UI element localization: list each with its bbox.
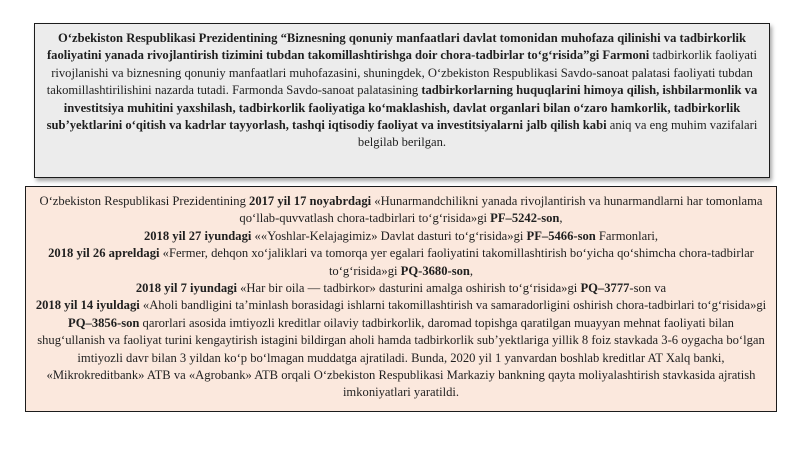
decree-number: PQ-3680-son xyxy=(400,263,470,278)
text-segment: Farmonlari, xyxy=(595,228,659,243)
decree-text: tadbirkorlik faoliyati rivojlanishi va biznesning qonuniy manfaatlari muhofazasini, shuningdek, O‘zbekiston Respublikasi Savdo-sanoat palatasi faoliyati tubdan takomillashtirilishini nazarda tutadi. Farmonda Savdo-sanoat palatasining xyxy=(46,48,758,98)
text-segment: O‘zbekiston Respublikasi Prezidentining xyxy=(39,194,250,208)
decree-date: 2018 yil 26 apreldagi xyxy=(48,246,160,261)
chamber-tasks: tadbirkorlarning huquqlarini himoya qilish, ishbilarmonlik va investitsiya muhitini yaxshilash, tadbirkorlik faoliyatiga ko‘maklashish, davlat organlari bilan o‘zaro hamkorlik, tadbirkorlik sub’yektlarini o‘qitish va kadrlar tayyorlash, tashqi iqtisodiy faoliyat va investitsiyalarni jalb qilish kabi xyxy=(46,83,758,133)
text-segment: , xyxy=(559,211,563,226)
text-segment: «Aholi bandligini ta’minlash borasidagi ishlarni takomillashtirish va samaradorligini oshirish chora-tadbirlari to‘g‘risida»gi xyxy=(139,298,767,313)
decree-date: 2018 yil 27 iyundagi xyxy=(143,228,252,243)
decree-title: O‘zbekiston Respublikasi Prezidentining “Biznesning qonuniy manfaatlari davlat tomonidan muhofaza qilinishi va tadbirkorlik faoliyatini yanada rivojlantirish tizimini tubdan takomillashtirishga doir chora-tadbirlar to‘g‘risida”gi Farmoni xyxy=(46,31,746,63)
decree-date: 2018 yil 7 iyundagi xyxy=(135,281,237,296)
decree-summary-box xyxy=(34,23,770,178)
decree-number: PQ–3856-son xyxy=(68,315,140,330)
text-segment: «Fermer, dehqon xo‘jaliklari va tomorqa yer egalari faoliyatini takomillashtirish bo‘yicha qo‘shimcha chora-tadbirlar to‘g‘risida»gi xyxy=(159,246,754,278)
text-segment: qarorlari asosida imtiyozli kreditlar oilaviy tadbirkorlik, daromad topishga qaratilgan muayyan mehnat faoliyati bilan shug‘ullanish va faoliyat turini kengaytirish istagini bildirgan aholi hamda tadbirkorlik sub’yektlariga yillik 8 foiz stavkada 3-6 oygacha bo‘lgan imtiyozli davr bilan 3 yildan ko‘p bo‘lmagan muddatga ajratiladi. Bunda, 2020 yil 1 yanvardan boshlab kreditlar AT Xalq banki, «Mikrokreditbank» ATB va «Agrobank» ATB orqali O‘zbekiston Respublikasi Markaziy bankning qayta moliyalashtirish stavkasida ajratish imkoniyatlari yaratildi. xyxy=(37,315,765,400)
text-segment: ««Yoshlar-Kelajagimiz» Davlat dasturi to‘g‘risida»gi xyxy=(251,228,527,243)
decree-number: PQ–3777 xyxy=(580,281,630,296)
credit-decrees-box xyxy=(25,186,777,412)
decree-number: PF–5242-son xyxy=(490,211,560,226)
text-segment: -son va xyxy=(629,281,667,296)
text-segment: , xyxy=(469,263,474,278)
text-segment: «Hunarmandchilikni yanada rivojlantirish va hunarmandlarni har tomonlama qo‘llab-quvvatlash chora-tadbirlari to‘g‘risida»gi xyxy=(239,194,763,226)
text-segment: «Har bir oila — tadbirkor» dasturini amalga oshirish to‘g‘risida»gi xyxy=(236,281,581,296)
decree-date: 2017 yil 17 noyabrdagi xyxy=(249,194,372,208)
decree-date: 2018 yil 14 iyuldagi xyxy=(35,298,140,313)
decree-closing: aniq va eng muhim vazifalari belgilab berilgan. xyxy=(357,118,758,150)
decree-number: PF–5466-son xyxy=(526,228,596,243)
